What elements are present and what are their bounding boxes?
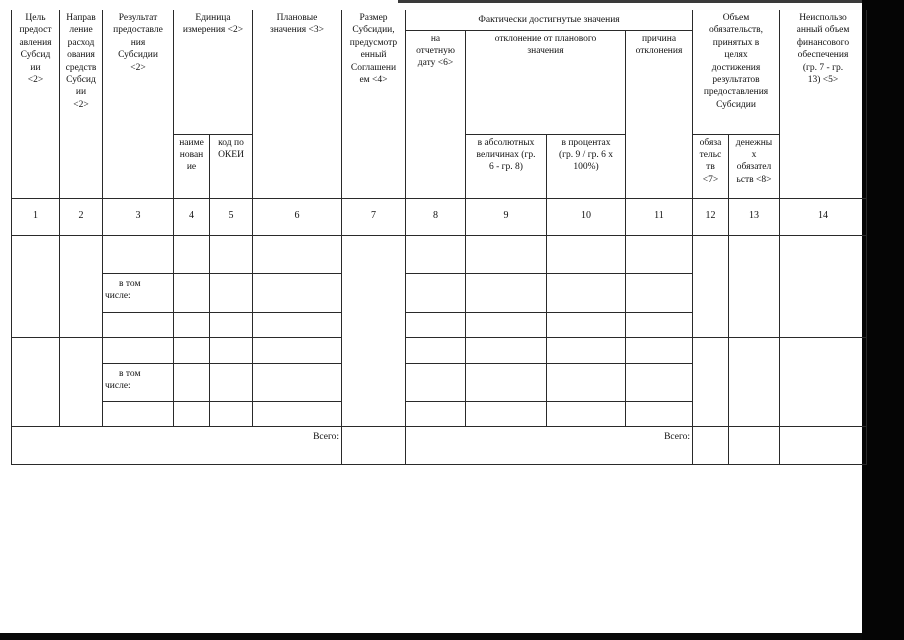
header-unused-funding [780,10,867,198]
including-label [103,363,174,401]
table-cell [103,312,174,337]
table-cell [174,401,210,426]
table-cell [547,337,626,363]
table-cell [729,337,780,426]
table-cell [12,235,60,337]
header-line: код по [218,137,244,148]
table-cell [626,235,693,273]
header-unit-name [174,134,210,198]
table-row [12,337,867,363]
header-subsidy-result [103,10,174,198]
table-cell [103,337,174,363]
header-line: Субсидии [716,99,756,110]
header-line: в абсолютных [477,137,535,148]
column-number: 13 [729,198,780,235]
total-row [12,426,867,464]
column-number: 6 [253,198,342,235]
header-line: причина [641,33,677,44]
header-line: достижения [711,62,761,73]
header-line: средств [65,62,97,73]
header-line: авления [19,37,52,48]
header-line: принятых в [712,37,760,48]
header-line: обязательств, [708,25,764,36]
header-line: предоставле [113,25,163,36]
table-cell [466,401,547,426]
table-cell [103,235,174,273]
header-line: 100%) [573,162,599,173]
header-line: 13) <5> [807,75,839,86]
table-cell [210,401,253,426]
table-cell [210,235,253,273]
header-line: финансового [796,37,850,48]
header-line: ния [130,37,146,48]
table-row [12,235,867,273]
table-cell [210,273,253,312]
header-okei-code [210,134,253,198]
header-line: тельс [699,149,722,160]
table-cell [253,363,342,401]
header-line: обяза [699,137,722,148]
header-reporting-date [406,30,466,198]
header-deviation-percent [547,134,626,198]
header-subsidy-amount [342,10,406,198]
column-number: 14 [780,198,867,235]
table-cell [547,312,626,337]
table-cell [626,312,693,337]
header-line: ем <4> [359,75,388,86]
header-line: Цель [25,13,46,23]
header-line: ии [30,62,41,73]
header-line: результатов [712,75,760,86]
table-cell [174,273,210,312]
header-line: <7> [702,174,719,185]
table-cell [12,337,60,426]
including-label-line: числе: [105,290,131,301]
total-label: Всего: [12,426,342,464]
table-cell [780,235,867,337]
header-unit-group [174,10,253,134]
table-cell [693,235,729,337]
table-cell [466,312,547,337]
header-deviation-reason [626,30,693,198]
header-line: значения <3> [269,25,325,36]
header-deviation-group [466,30,626,134]
header-line: дату <6> [417,58,454,69]
table-cell [406,363,466,401]
including-label-line: в том [119,278,141,289]
total-label: Всего: [406,426,693,464]
header-line: Объем [722,13,750,23]
subsidy-report-table [11,10,850,468]
total-obligations [693,426,729,464]
total-monetary-obligations [729,426,780,464]
header-line: Результат [118,13,158,23]
column-number: 11 [626,198,693,235]
column-number: 5 [210,198,253,235]
table-cell [547,273,626,312]
table-cell [406,337,466,363]
header-line: предост [19,25,52,36]
header-line: Субсидии, [352,25,395,36]
table-cell [626,401,693,426]
table-cell [103,401,174,426]
header-line: (гр. 7 - гр. [802,62,844,73]
table-cell [253,312,342,337]
header-planned-values [253,10,342,198]
header-line: ования [67,50,95,61]
table-cell [253,401,342,426]
table-cell [547,235,626,273]
header-line: Соглашени [350,62,397,73]
header-line: обеспечения [797,50,849,61]
header-line: Единица [195,13,231,23]
table-cell [406,401,466,426]
table-cell [780,337,867,426]
header-line: целях [724,50,748,61]
column-number: 4 [174,198,210,235]
header-line: предоставления [703,87,769,98]
header-actual-values-group [406,10,693,30]
header-line: ие [186,162,197,173]
table-cell [693,337,729,426]
table-cell [210,312,253,337]
column-number: 8 [406,198,466,235]
table-cell [253,337,342,363]
header-line: <2> [130,62,146,73]
column-number-row [12,198,867,235]
table-cell [210,363,253,401]
header-line: наиме [179,137,204,148]
header-line: 6 - гр. 8) [489,162,523,173]
header-expense-direction [60,10,103,198]
header-line: енный [360,50,387,61]
header-line: Направ [66,13,96,23]
table-cell [729,235,780,337]
table-cell [406,273,466,312]
scan-bottom-edge [0,633,862,640]
header-monetary-obligations [729,134,780,198]
header-line: расход [67,37,95,48]
table-cell [466,273,547,312]
table-cell [174,363,210,401]
header-obligations-group [693,10,780,134]
column-number: 7 [342,198,406,235]
header-line: Неиспользо [799,13,847,23]
header-deviation-absolute [466,134,547,198]
header-line: Субсид [20,50,51,61]
table-cell [466,235,547,273]
header-line: <2> [73,99,89,110]
header-line: ОКЕИ [218,149,244,160]
header-line: анный объем [796,25,850,36]
header-line: отклонение от планового [494,33,597,44]
table-cell [466,337,547,363]
header-line: предусмотр [349,37,398,48]
header-actual-values-label: Фактически достигнутые значения [478,14,620,25]
table-cell [60,337,103,426]
header-line: нован [179,149,204,160]
table-cell [210,337,253,363]
header-obligations [693,134,729,198]
header-line: Субсидии [118,50,158,61]
table-cell [253,235,342,273]
table-cell [547,363,626,401]
table-cell [626,273,693,312]
table-cell [466,363,547,401]
header-line: Размер [359,13,388,23]
table-cell [174,337,210,363]
table-cell [174,235,210,273]
including-label [103,273,174,312]
table-cell [406,235,466,273]
total-unused-funding [780,426,867,464]
header-line: ление [69,25,93,36]
header-line: ьств <8> [736,174,772,185]
table-cell [406,312,466,337]
header-line: измерения <2> [182,25,244,36]
column-number: 1 [12,198,60,235]
table-cell [253,273,342,312]
column-number: 10 [547,198,626,235]
including-label-line: в том [119,368,141,379]
header-line: Плановые [276,13,318,23]
table-cell [626,363,693,401]
header-line: Субсид [66,75,96,86]
header-line: значения [527,45,564,56]
table-cell [60,235,103,337]
table-cell [547,401,626,426]
header-subsidy-purpose [12,10,60,198]
scan-right-edge [862,0,904,640]
header-line: тв [706,162,715,173]
header-line: денежны [735,137,773,148]
header-line: величинах (гр. [476,149,536,160]
header-line: отчетную [416,45,455,56]
header-line: х [751,149,757,160]
header-line: (гр. 9 / гр. 6 х [559,149,613,160]
header-line: в процентах [561,137,611,148]
header-line: обязател [736,162,772,173]
header-line: ии [75,87,87,98]
table-cell [342,235,406,426]
including-label-line: числе: [105,380,131,391]
header-line: отклонения [635,45,683,56]
table-cell [174,312,210,337]
scan-top-artifact [398,0,862,3]
table-cell [626,337,693,363]
header-line: <2> [27,75,44,86]
column-number: 2 [60,198,103,235]
total-subsidy-amount [342,426,406,464]
header-line: на [430,33,441,44]
column-number: 12 [693,198,729,235]
column-number: 3 [103,198,174,235]
column-number: 9 [466,198,547,235]
